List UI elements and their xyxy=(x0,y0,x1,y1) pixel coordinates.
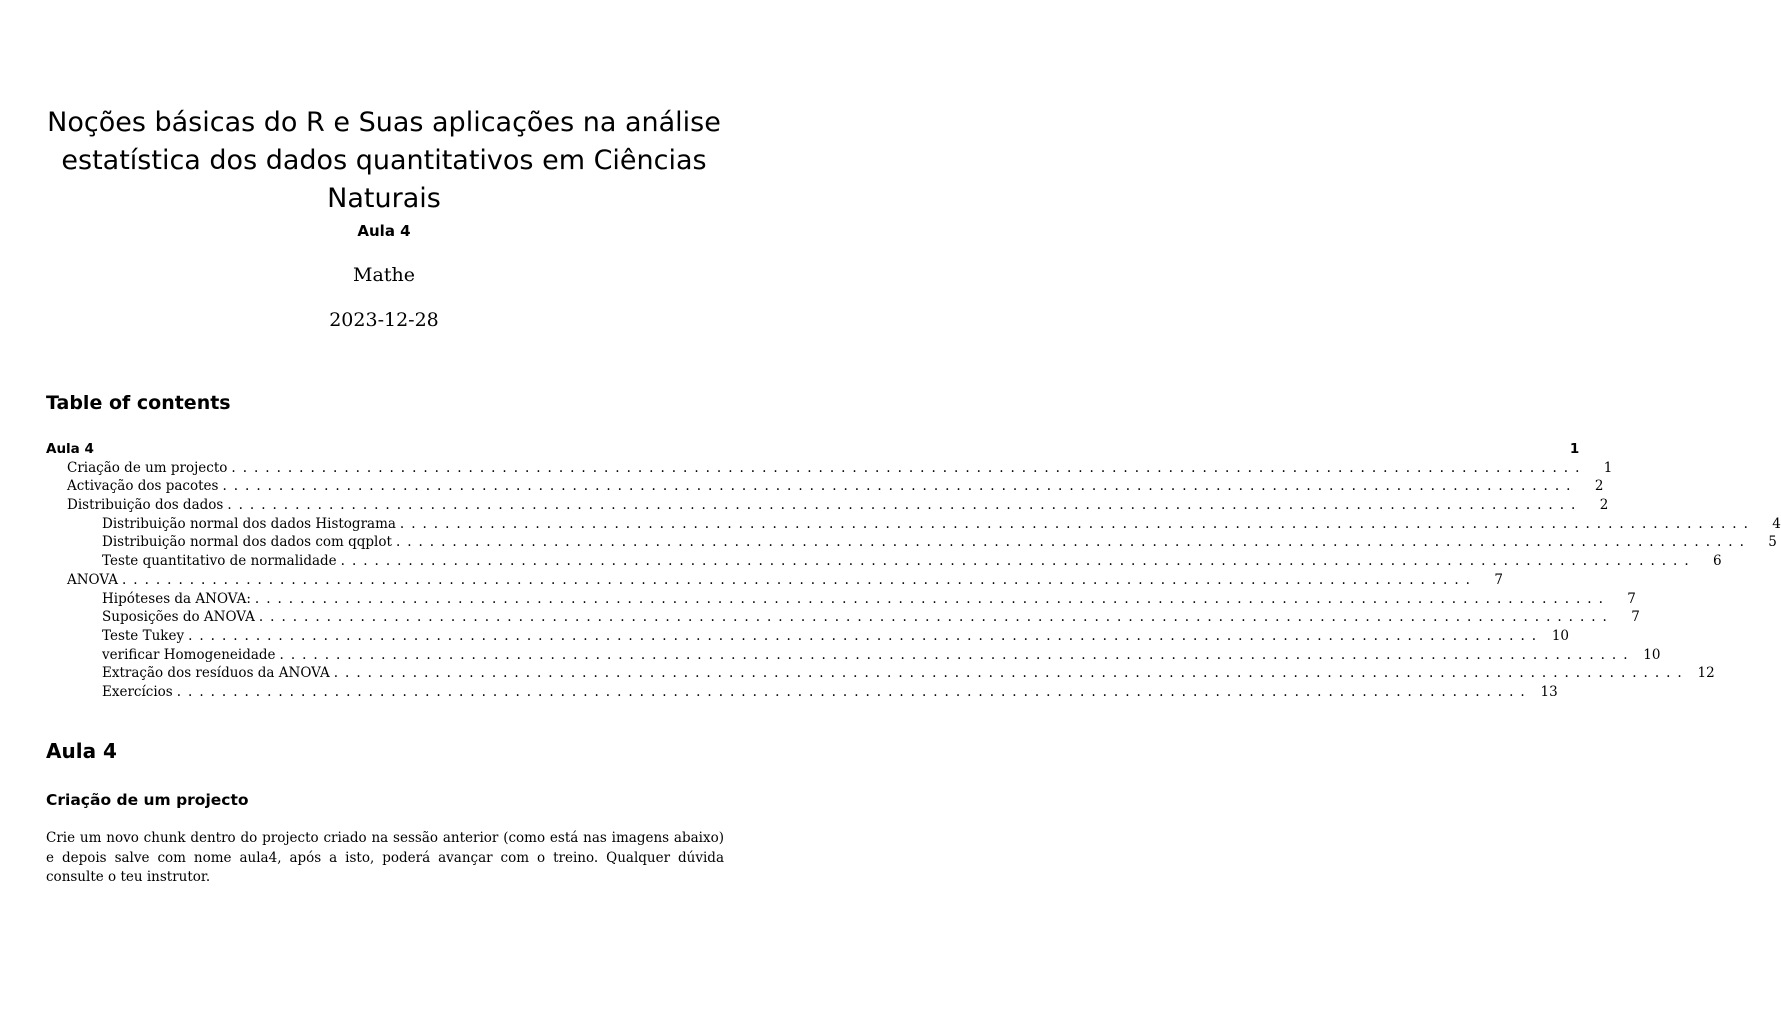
toc-entry[interactable] xyxy=(46,627,1570,646)
toc-entry-label: Teste Tukey xyxy=(102,627,185,644)
toc-entry-page: 5 xyxy=(1768,534,1777,551)
toc-entry-page: 2 xyxy=(1599,497,1609,514)
toc-entry-label: Activação dos pacotes xyxy=(67,478,219,495)
body-paragraph: Crie um novo chunk dentro do projecto criado na sessão anterior (como está nas imagens abaixo) e depois salve com nome aula4, após a isto, poderá avançar com o treino. Qualquer dúvida consulte o teu instrutor. xyxy=(46,830,724,885)
toc-entry[interactable] xyxy=(46,459,1613,478)
toc-entry[interactable] xyxy=(46,533,1777,552)
toc-entry-page: 10 xyxy=(1551,627,1570,644)
toc-dot-leader: ........................................................................................................................ xyxy=(121,571,1477,588)
table-of-contents xyxy=(46,440,1781,702)
toc-entry[interactable] xyxy=(46,608,1640,627)
toc-dot-leader: ........................................................................................................................ xyxy=(258,609,1614,626)
toc-entry-page: 12 xyxy=(1697,665,1715,682)
toc-entry[interactable] xyxy=(46,571,1503,590)
subsection-title: Criação de um projecto xyxy=(46,791,249,809)
toc-dot-leader: ........................................................................................................................ xyxy=(333,665,1689,682)
toc-dot-leader: ........................................................................................................................ xyxy=(340,553,1696,570)
toc-entry-label: ANOVA xyxy=(67,571,118,588)
toc-entry-page: 7 xyxy=(1494,571,1503,588)
toc-entry-label: verificar Homogeneidade xyxy=(102,646,276,663)
toc-dot-leader: ........................................................................................................................ xyxy=(231,459,1587,476)
toc-dot-leader: ........................................................................................................................ xyxy=(279,646,1635,663)
toc-dot-leader: ........................................................................................................................ xyxy=(222,478,1578,495)
toc-entry[interactable] xyxy=(46,552,1722,571)
toc-entry[interactable] xyxy=(46,683,1558,702)
toc-entry-page: 1 xyxy=(1603,459,1613,476)
toc-entry-label: Teste quantitativo de normalidade xyxy=(102,553,337,570)
toc-entry-label: Criação de um projecto xyxy=(67,459,228,476)
toc-heading: Table of contents xyxy=(46,392,231,414)
toc-dot-leader: ........................................................................................................................ xyxy=(188,627,1544,644)
toc-entry-page: 7 xyxy=(1627,590,1636,607)
toc-entry-label: Aula 4 xyxy=(46,441,94,457)
toc-entry-page: 13 xyxy=(1540,683,1558,700)
toc-entry-label: Distribuição normal dos dados Histograma xyxy=(102,515,396,532)
toc-entry-page: 6 xyxy=(1713,553,1722,570)
toc-entry-page: 7 xyxy=(1631,609,1640,626)
toc-dot-leader: ........................................................................................................................ xyxy=(176,683,1532,700)
document-date: 2023-12-28 xyxy=(329,309,439,331)
toc-entry-label: Hipóteses da ANOVA: xyxy=(102,590,251,607)
toc-entry-page: 1 xyxy=(1569,441,1580,457)
toc-dot-leader: ........................................................................................................................ xyxy=(399,515,1755,532)
toc-entry[interactable] xyxy=(46,646,1661,665)
toc-entry-page: 4 xyxy=(1772,515,1781,532)
toc-dot-leader: ........................................................................................................................ xyxy=(254,590,1610,607)
toc-dot-leader: ........................................................................................................................ xyxy=(227,497,1583,514)
toc-entry[interactable] xyxy=(46,496,1609,515)
toc-entry[interactable] xyxy=(46,664,1715,683)
document-subtitle: Aula 4 xyxy=(357,222,411,240)
toc-entry-label: Distribuição normal dos dados com qqplot xyxy=(102,534,392,551)
toc-entry[interactable] xyxy=(46,477,1604,496)
toc-dot-leader: ........................................................................................................................ xyxy=(395,534,1751,551)
toc-entry-label: Distribuição dos dados xyxy=(67,497,224,514)
toc-entry-label: Suposições do ANOVA xyxy=(102,609,255,626)
toc-entry-label: Extração dos resíduos da ANOVA xyxy=(102,665,330,682)
toc-entry[interactable] xyxy=(46,440,1580,459)
document-author: Mathe xyxy=(353,264,415,286)
toc-entry-label: Exercícios xyxy=(102,683,173,700)
toc-entry[interactable] xyxy=(46,515,1781,534)
toc-entry[interactable] xyxy=(46,590,1636,609)
section-title: Aula 4 xyxy=(46,739,117,763)
document-title: Noções básicas do R e Suas aplicações na análise estatística dos dados quantitativos em Ciências Naturais xyxy=(47,107,721,214)
toc-entry-page: 2 xyxy=(1594,478,1604,495)
toc-entry-page: 10 xyxy=(1643,646,1661,663)
